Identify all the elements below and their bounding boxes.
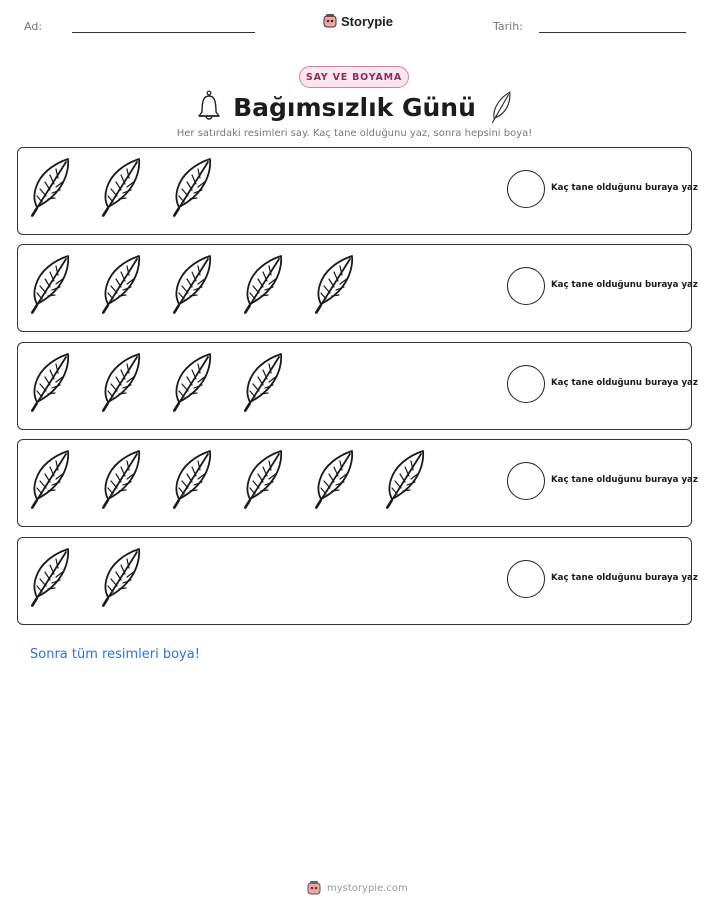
title-row bbox=[0, 90, 709, 126]
answer-circle[interactable] bbox=[507, 267, 545, 305]
answer-circle[interactable] bbox=[507, 560, 545, 598]
feather-icon[interactable] bbox=[28, 448, 72, 510]
answer-label: Kaç tane olduğunu buraya yaz bbox=[551, 280, 698, 290]
page-title: Bağımsızlık Günü bbox=[233, 93, 476, 122]
storypie-logo-icon bbox=[322, 13, 338, 29]
feather-icon[interactable] bbox=[28, 351, 72, 413]
feather-icon[interactable] bbox=[241, 351, 285, 413]
brand-logo bbox=[322, 13, 393, 29]
feather-icon[interactable] bbox=[241, 448, 285, 510]
feather-icon[interactable] bbox=[312, 448, 356, 510]
feather-icon[interactable] bbox=[170, 448, 214, 510]
footer-instruction: Sonra tüm resimleri boya! bbox=[30, 647, 200, 662]
answer-label: Kaç tane olduğunu buraya yaz bbox=[551, 183, 698, 193]
answer-circle[interactable] bbox=[507, 462, 545, 500]
storypie-logo-icon bbox=[306, 880, 322, 896]
count-row bbox=[17, 147, 698, 235]
count-row bbox=[17, 244, 698, 332]
answer-circle[interactable] bbox=[507, 170, 545, 208]
feather-icon[interactable] bbox=[170, 351, 214, 413]
feather-icon[interactable] bbox=[312, 253, 356, 315]
feather-icon[interactable] bbox=[28, 253, 72, 315]
answer-label: Kaç tane olduğunu buraya yaz bbox=[551, 475, 698, 485]
answer-circle[interactable] bbox=[507, 365, 545, 403]
date-label: Tarih: bbox=[493, 20, 523, 33]
feather-icon[interactable] bbox=[241, 253, 285, 315]
footer-url: mystorypie.com bbox=[327, 882, 408, 894]
feather-icon[interactable] bbox=[28, 156, 72, 218]
feather-icon[interactable] bbox=[99, 156, 143, 218]
name-label: Ad: bbox=[24, 20, 43, 33]
feather-icon[interactable] bbox=[28, 546, 72, 608]
count-row bbox=[17, 342, 698, 430]
feather-icon[interactable] bbox=[99, 448, 143, 510]
answer-label: Kaç tane olduğunu buraya yaz bbox=[551, 573, 698, 583]
feather-icon[interactable] bbox=[170, 156, 214, 218]
feather-icon[interactable] bbox=[99, 351, 143, 413]
activity-badge: SAY VE BOYAMA bbox=[299, 66, 409, 88]
feather-icon bbox=[488, 90, 514, 124]
count-row bbox=[17, 537, 698, 625]
name-line[interactable] bbox=[72, 32, 255, 33]
feather-icon[interactable] bbox=[99, 253, 143, 315]
date-line[interactable] bbox=[539, 32, 686, 33]
instructions: Her satırdaki resimleri say. Kaç tane olduğunu yaz, sonra hepsini boya! bbox=[176, 128, 533, 139]
count-row bbox=[17, 439, 698, 527]
feather-icon[interactable] bbox=[99, 546, 143, 608]
brand-name: Storypie bbox=[341, 13, 394, 29]
footer-brand bbox=[306, 880, 408, 896]
feather-icon[interactable] bbox=[383, 448, 427, 510]
feather-icon[interactable] bbox=[170, 253, 214, 315]
answer-label: Kaç tane olduğunu buraya yaz bbox=[551, 378, 698, 388]
